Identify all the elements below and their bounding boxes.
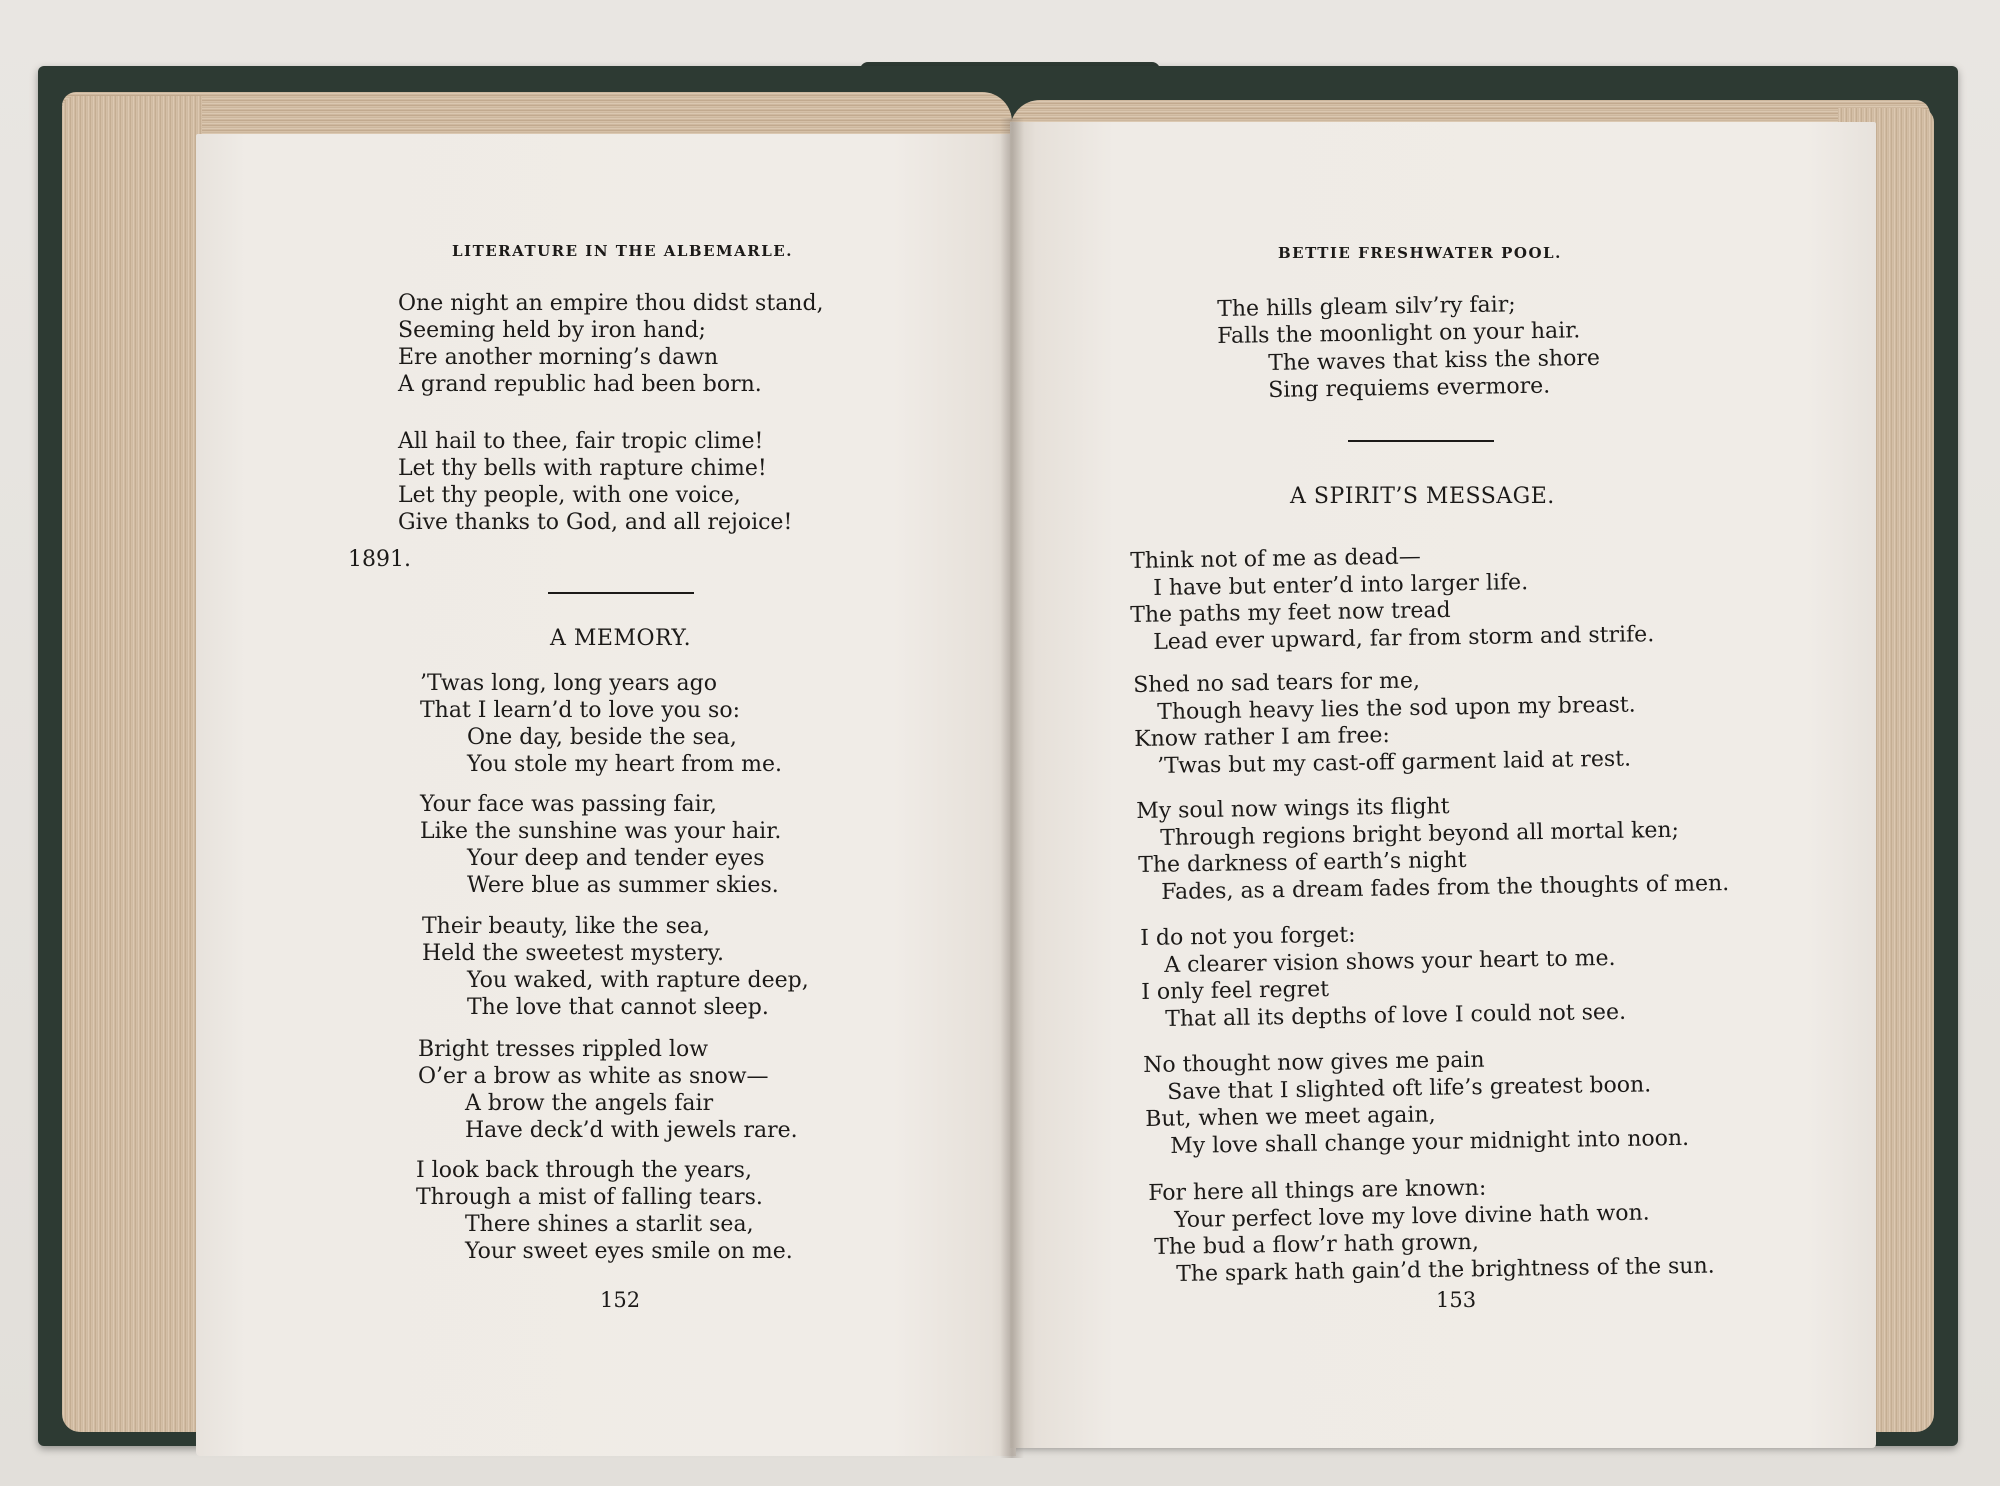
running-head-left: LITERATURE IN THE ALBEMARLE. bbox=[452, 242, 793, 260]
verse-line: You stole my heart from me. bbox=[467, 752, 783, 777]
section-divider bbox=[548, 592, 694, 594]
verse-line: Like the sunshine was your hair. bbox=[420, 819, 782, 844]
verse-line: All hail to thee, fair tropic clime! bbox=[398, 429, 764, 454]
verse-line: You waked, with rapture deep, bbox=[467, 968, 809, 993]
verse-line: The spark hath gain’d the brightness of the sun. bbox=[1176, 1253, 1715, 1287]
verse-line: Have deck’d with jewels rare. bbox=[465, 1118, 798, 1143]
verse-line: My love shall change your midnight into noon. bbox=[1170, 1125, 1690, 1159]
verse-line: No thought now gives me pain bbox=[1143, 1047, 1485, 1078]
verse-line: Let thy people, with one voice, bbox=[398, 483, 741, 508]
verse-line: The love that cannot sleep. bbox=[467, 995, 769, 1020]
verse-line: Your face was passing fair, bbox=[420, 792, 717, 817]
verse-line: Held the sweetest mystery. bbox=[422, 941, 724, 966]
verse-line: Falls the moonlight on your hair. bbox=[1217, 318, 1581, 349]
verse-line: Through a mist of falling tears. bbox=[416, 1185, 763, 1210]
poem-title-right: A SPIRIT’S MESSAGE. bbox=[1290, 484, 1555, 509]
verse-line: Their beauty, like the sea, bbox=[422, 914, 710, 939]
verse-line: That all its depths of love I could not see. bbox=[1165, 999, 1627, 1032]
page-edges-left bbox=[62, 96, 202, 1432]
verse-line: A grand republic had been born. bbox=[398, 372, 762, 397]
verse-line: Sing requiems evermore. bbox=[1268, 373, 1551, 403]
verse-line: The darkness of earth’s night bbox=[1138, 847, 1467, 878]
verse-line: The waves that kiss the shore bbox=[1268, 345, 1601, 376]
page-number-left: 152 bbox=[600, 1288, 641, 1312]
verse-line: Though heavy lies the sod upon my breast. bbox=[1157, 692, 1636, 725]
verse-line: A clearer vision shows your heart to me. bbox=[1164, 945, 1616, 978]
verse-line: There shines a starlit sea, bbox=[465, 1212, 754, 1237]
verse-line: Bright tresses rippled low bbox=[418, 1037, 709, 1062]
verse-line: Give thanks to God, and all rejoice! bbox=[398, 510, 793, 535]
verse-line: Let thy bells with rapture chime! bbox=[398, 456, 767, 481]
verse-line: My soul now wings its flight bbox=[1136, 794, 1450, 824]
verse-line: Fades, as a dream fades from the thoughts of men. bbox=[1161, 871, 1730, 905]
verse-line: Were blue as summer skies. bbox=[467, 873, 779, 898]
verse-line: Shed no sad tears for me, bbox=[1133, 668, 1421, 698]
verse-line: Your deep and tender eyes bbox=[467, 846, 765, 871]
verse-line: I only feel regret bbox=[1141, 977, 1330, 1005]
running-head-right: BETTIE FRESHWATER POOL. bbox=[1278, 244, 1562, 262]
verse-line: The hills gleam silv’ry fair; bbox=[1217, 292, 1516, 322]
verse-line: Think not of me as dead— bbox=[1130, 544, 1421, 574]
verse-line: The paths my feet now tread bbox=[1130, 597, 1451, 628]
verse-line: Your sweet eyes smile on me. bbox=[465, 1239, 793, 1264]
verse-line: A brow the angels fair bbox=[465, 1091, 714, 1116]
verse-line: One night an empire thou didst stand, bbox=[398, 291, 824, 316]
verse-line: For here all things are known: bbox=[1148, 1175, 1487, 1206]
verse-line: Through regions bright beyond all mortal ken; bbox=[1160, 817, 1680, 851]
verse-line: I look back through the years, bbox=[416, 1158, 752, 1183]
verse-line: One day, beside the sea, bbox=[467, 725, 737, 750]
verse-line: I have but enter’d into larger life. bbox=[1153, 570, 1529, 601]
verse-line: Your perfect love my love divine hath won. bbox=[1174, 1200, 1650, 1233]
verse-line: Ere another morning’s dawn bbox=[398, 345, 719, 370]
poem-title-left: A MEMORY. bbox=[550, 626, 692, 651]
verse-line: Seeming held by iron hand; bbox=[398, 318, 706, 343]
verse-line: That I learn’d to love you so: bbox=[420, 698, 740, 723]
verse-line: I do not you forget: bbox=[1140, 922, 1356, 951]
verse-line: But, when we meet again, bbox=[1145, 1102, 1436, 1132]
gutter-shadow bbox=[1000, 118, 1024, 1458]
poem-date: 1891. bbox=[348, 547, 411, 572]
verse-line: The bud a flow’r hath grown, bbox=[1154, 1229, 1480, 1260]
verse-line: Save that I slighted oft life’s greatest boon. bbox=[1167, 1072, 1652, 1105]
section-divider bbox=[1348, 440, 1494, 442]
verse-line: O’er a brow as white as snow— bbox=[418, 1064, 769, 1089]
page-edges-top-left bbox=[62, 92, 1012, 138]
verse-line: ’Twas but my cast-off garment laid at rest. bbox=[1157, 746, 1632, 779]
verse-line: Lead ever upward, far from storm and strife. bbox=[1153, 622, 1655, 655]
page-number-right: 153 bbox=[1436, 1288, 1477, 1312]
verse-line: ’Twas long, long years ago bbox=[420, 671, 717, 696]
verse-line: Know rather I am free: bbox=[1134, 722, 1391, 752]
